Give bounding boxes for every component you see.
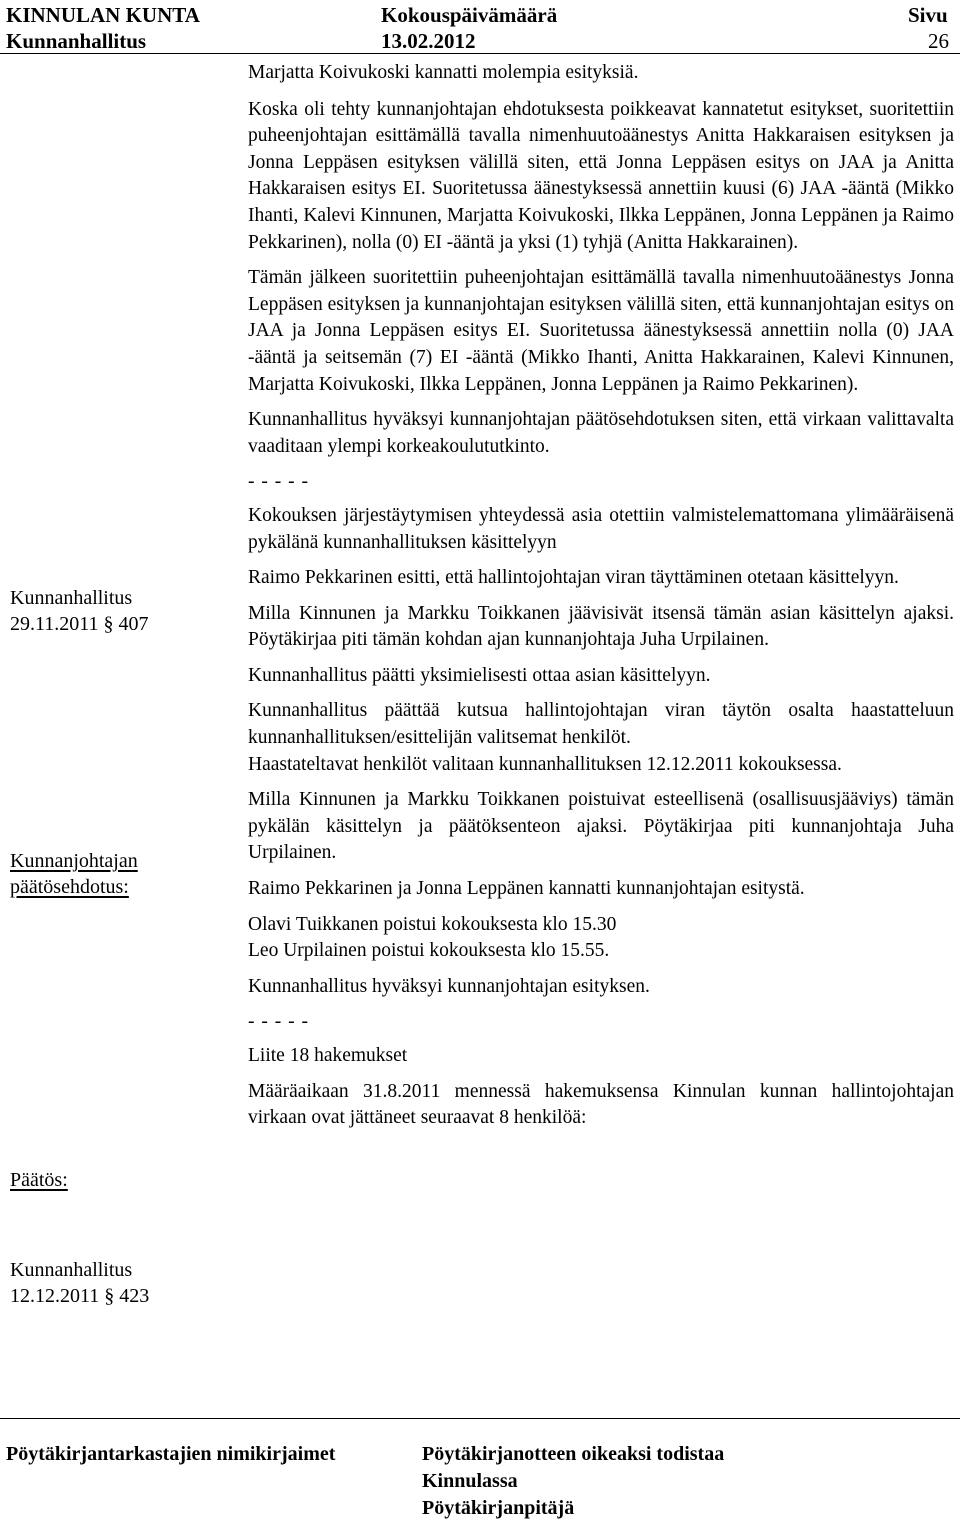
document-body: [248, 60, 954, 1141]
paragraph: Tämän jälkeen suoritettiin puheenjohtajan esittämällä tavalla nimenhuutoäänestys Jonna Leppäsen esityksen ja kunnanjohtajan esityksen välillä siten, että kunnanjohtajan esitys on JAA ja Jonna Leppäsen esitys EI. Suoritetussa äänestyksessä annettiin nolla (0) JAA -ääntä ja seitsemän (7) EI -ääntä (Mikko Ihanti, Anitta Hakkarainen, Kalevi Kinnunen, Marjatta Koivukoski, Ilkka Leppänen, Jonna Leppänen ja Raimo Pekkarinen).: [248, 267, 954, 395]
page-label: Sivu: [908, 3, 948, 27]
paragraph: Haastateltavat henkilöt valitaan kunnanhallituksen 12.12.2011 kokouksessa.: [248, 753, 842, 775]
body-name: Kunnanhallitus: [6, 29, 147, 53]
paragraph: Raimo Pekkarinen esitti, että hallintojohtajan viran täyttäminen otetaan käsittelyyn.: [248, 567, 899, 589]
paragraph: Milla Kinnunen ja Markku Toikkanen jäävisivät itsensä tämän asian käsittelyn ajaksi. Pöytäkirjaa piti tämän kohdan ajan kunnanjohtaja Juha Urpilainen.: [248, 602, 954, 651]
section-separator: - - - - -: [248, 1011, 309, 1033]
paragraph: Olavi Tuikkanen poistui kokouksesta klo 15.30: [248, 913, 617, 935]
sidebar-ref1-title: Kunnanhallitus: [10, 587, 133, 609]
paragraph: Kokouksen järjestäytymisen yhteydessä asia otettiin valmistelemattomana ylimääräisenä pykälänä kunnanhallituksen käsittelyyn: [248, 504, 954, 553]
page-number: 26: [928, 29, 949, 53]
sidebar-ref1-number: 29.11.2011 § 407: [10, 613, 149, 635]
paragraph: Kunnanhallitus päätti yksimielisesti ottaa asian käsittelyyn.: [248, 664, 711, 686]
sidebar-ref2-number: 12.12.2011 § 423: [10, 1285, 150, 1307]
footer-inspectors-initials: Pöytäkirjantarkastajien nimikirjaimet: [6, 1443, 336, 1465]
paragraph: Kunnanhallitus hyväksyi kunnanjohtajan esityksen.: [248, 975, 650, 997]
footer-secretary: Pöytäkirjanpitäjä: [422, 1497, 575, 1519]
footer-place: Kinnulassa: [422, 1470, 518, 1492]
footer-certification: Pöytäkirjanotteen oikeaksi todistaa: [422, 1443, 725, 1465]
sidebar-decision-label: Päätös:: [10, 1169, 68, 1191]
paragraph: Liite 18 hakemukset: [248, 1045, 408, 1066]
footer-divider: [0, 1418, 960, 1419]
sidebar-ref2-title: Kunnanhallitus: [10, 1259, 133, 1281]
meeting-date-label: Kokouspäivämäärä: [381, 3, 558, 27]
paragraph: Koska oli tehty kunnanjohtajan ehdotuksesta poikkeavat kannatetut esitykset, suoritettiin puheenjohtajan esittämällä tavalla nimenhuutoäänestys Anitta Hakkaraisen esityksen ja Jonna Leppäsen esityksen välillä siten, että Jonna Leppäsen esitys on JAA ja Anitta Hakkaraisen esitys EI. Suoritetussa äänestyksessä annettiin kuusi (6) JAA -ääntä (Mikko Ihanti, Kalevi Kinnunen, Marjatta Koivukoski, Ilkka Leppänen, Jonna Leppänen ja Raimo Pekkarinen), nolla (0) EI -ääntä ja yksi (1) tyhjä (Anitta Hakkarainen).: [248, 98, 954, 253]
page-header: [0, 0, 960, 56]
paragraph: Raimo Pekkarinen ja Jonna Leppänen kannatti kunnanjohtajan esitystä.: [248, 878, 805, 900]
paragraph: Milla Kinnunen ja Markku Toikkanen poistuivat esteellisenä (osallisuusjääviys) tämän pykälän käsittelyn ja päätöksenteon ajaksi. Pöytäkirjaa piti kunnanjohtaja Juha Urpilainen.: [248, 789, 954, 864]
paragraph: Leo Urpilainen poistui kokouksesta klo 15.55.: [248, 940, 610, 962]
paragraph: Kunnanhallitus hyväksyi kunnanjohtajan päätösehdotuksen siten, että virkaan valittavalta vaaditaan ylempi korkeakoulututkinto.: [248, 409, 954, 457]
sidebar-proposal-label: Kunnanjohtajan päätösehdotus:: [10, 850, 138, 898]
paragraph: Määräaikaan 31.8.2011 mennessä hakemuksensa Kinnulan kunnan hallintojohtajan virkaan ovat jättäneet seuraavat 8 henkilöä:: [248, 1080, 954, 1129]
section-separator: - - - - -: [248, 471, 309, 493]
header-divider: [0, 53, 960, 54]
paragraph: Marjatta Koivukoski kannatti molempia esityksiä.: [248, 62, 639, 83]
municipality-name: KINNULAN KUNTA: [6, 3, 200, 27]
paragraph: Kunnanhallitus päättää kutsua hallintojohtajan viran täytön osalta haastatteluun kunnanhallituksen/esittelijän valitsemat henkilöt.: [248, 700, 954, 749]
meeting-date: 13.02.2012: [381, 29, 476, 53]
